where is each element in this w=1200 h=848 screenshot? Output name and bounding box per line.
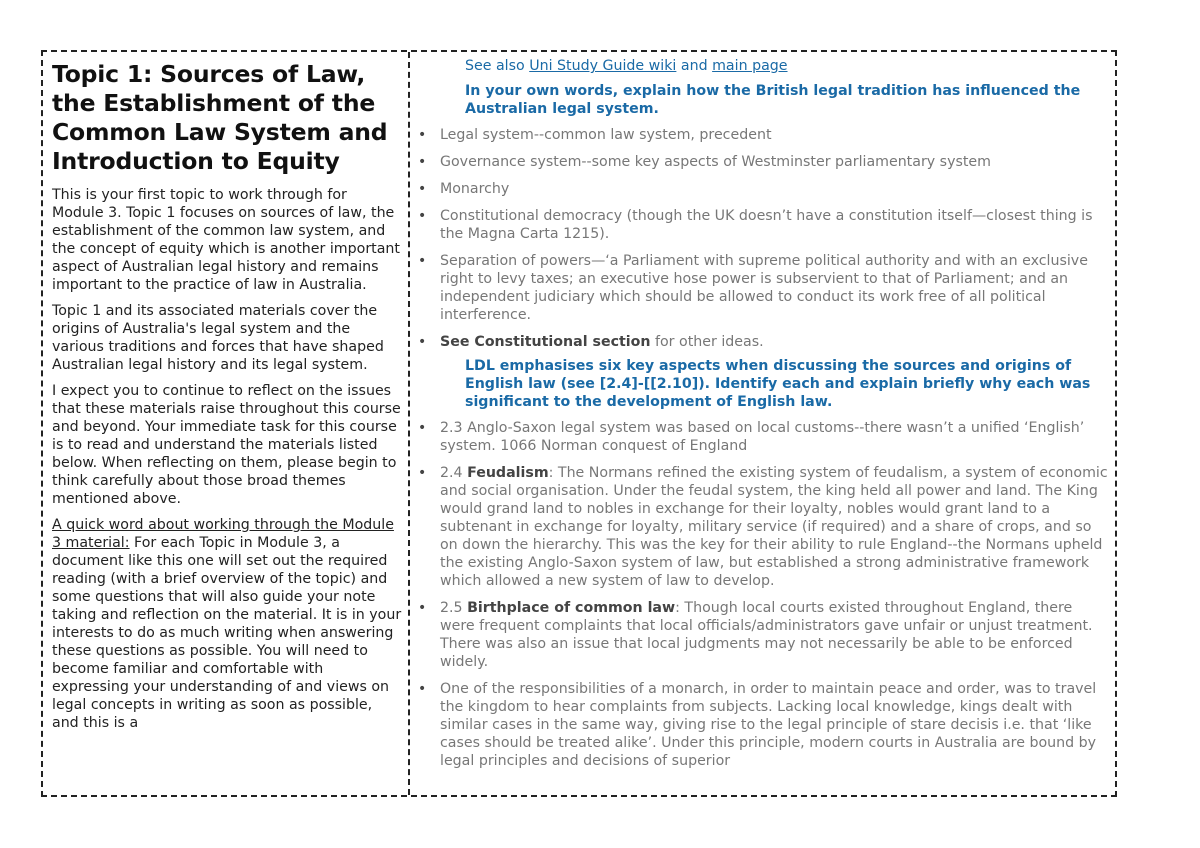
aspects-list xyxy=(418,419,1108,770)
question-british-tradition: In your own words, explain how the British legal tradition has influenced the Australian legal system. xyxy=(465,83,1081,117)
reflection-paragraph: I expect you to continue to reflect on the issues that these materials raise throughout this course and beyond. Your immediate task for this course is to read and understand the materials listed below. When reflecting on them, please begin to think carefully about those broad themes mentioned above. xyxy=(52,383,401,507)
module-note-body: For each Topic in Module 3, a document like this one will set out the required reading (with a brief overview of the topic) and some questions that will also guide your note taking and reflection on the material. It is in your interests to do as much writing when answering these questions as possible. You will need to become familiar and comfortable with expressing your understanding of and views on legal concepts in writing as soon as possible, and this is a xyxy=(52,535,402,731)
list-item xyxy=(418,599,1108,671)
birth-prefix: 2.5 xyxy=(440,600,468,616)
main-page-link[interactable]: main page xyxy=(712,58,788,74)
list-item: • Monarchy xyxy=(418,180,1108,198)
feudal-prefix: 2.4 xyxy=(440,465,468,481)
materials-paragraph: Topic 1 and its associated materials cover the origins of Australia's legal system and the various traditions and forces that have shaped Australian legal history and its legal system. xyxy=(52,303,384,373)
left-column xyxy=(52,60,402,740)
influence-list xyxy=(418,126,1108,351)
module-note-heading: A quick word about working through the Module 3 material: xyxy=(52,517,394,551)
see-also-mid: and xyxy=(676,58,713,74)
feudal-heading: Feudalism xyxy=(467,465,549,481)
right-column xyxy=(418,57,1108,779)
list-item: • Legal system--common law system, precedent xyxy=(418,126,1108,144)
list-item: • Governance system--some key aspects of Westminster parliamentary system xyxy=(418,153,1108,171)
question-six-aspects: LDL emphasises six key aspects when discussing the sources and origins of English law (see [2.4]-[[2.10]). Identify each and explain briefly why each was significant to the development of English law. xyxy=(465,358,1091,410)
list-item: • 2.3 Anglo-Saxon legal system was based on local customs--there wasn’t a unified ‘English’ system. 1066 Norman conquest of England xyxy=(418,419,1108,455)
list-item: • Separation of powers—‘a Parliament with supreme political authority and with an exclusive right to levy taxes; an executive hose power is subservient to that of Parliament; and an independent judiciary which should be allowed to conduct its work free of all political interference. xyxy=(418,252,1108,324)
list-item: • Constitutional democracy (though the UK doesn’t have a constitution itself—closest thing is the Magna Carta 1215). xyxy=(418,207,1108,243)
bullet-see-rest: for other ideas. xyxy=(650,334,764,350)
feudal-text: : The Normans refined the existing system of feudalism, a system of economic and social organisation. Under the feudal system, the king held all power and land. The King would grand land to nobles in exchange for their loyalty, nobles would grant land to a subtenant in exchange for loyalty, military service (if required) and a share of crops, and so on down the hierarchy. This was the key for their ability to rule England--the Normans upheld the existing Anglo-Saxon system of law, but established a strong administrative framework which allowed a new system of law to develop. xyxy=(440,465,1108,589)
uni-study-guide-link[interactable]: Uni Study Guide wiki xyxy=(529,58,677,74)
see-also-prefix: See also xyxy=(465,58,530,74)
intro-paragraph: This is your first topic to work through for Module 3. Topic 1 focuses on sources of law, the establishment of the common law system, and the concept of equity which is another important aspect of Australian legal history and remains important to the practice of law in Australia. xyxy=(52,187,400,293)
birth-heading: Birthplace of common law xyxy=(467,600,676,616)
page-frame xyxy=(41,50,1117,797)
birth-text: : Though local courts existed throughout England, there were frequent complaints that local officials/administrators gave unfair or unjust treatment. There was also an issue that local judgments may not necessarily be able to be enforced widely. xyxy=(440,600,1093,670)
list-item xyxy=(418,464,1108,590)
topic-title: Topic 1: Sources of Law, the Establishment of the Common Law System and Introduction to Equity xyxy=(52,60,388,175)
list-item xyxy=(418,333,1108,351)
list-item: • One of the responsibilities of a monarch, in order to maintain peace and order, was to travel the kingdom to hear complaints from subjects. Lacking local knowledge, kings dealt with similar cases in the same way, giving rise to the legal principle of stare decisis i.e. that ‘like cases should be treated alike’. Under this principle, modern courts in Australia are bound by legal principles and decisions of superior xyxy=(418,680,1108,770)
constitutional-section-ref: See Constitutional section xyxy=(440,334,651,350)
column-divider xyxy=(408,52,410,795)
module-note-paragraph xyxy=(52,516,402,732)
see-also-line xyxy=(465,57,1108,75)
